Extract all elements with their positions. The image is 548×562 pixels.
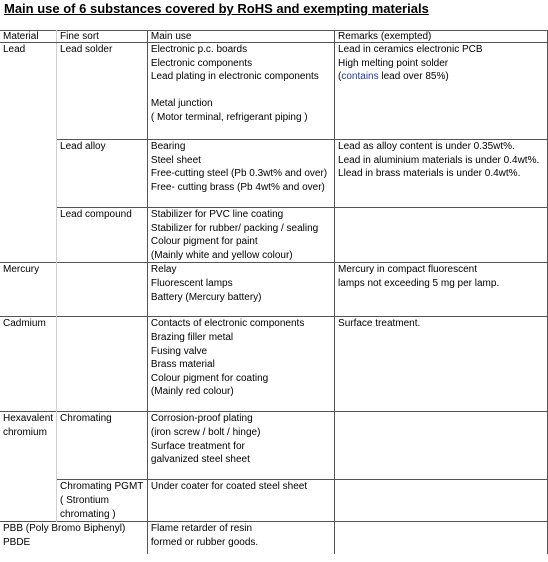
- table-row-mercury: [0, 263, 548, 317]
- fine-sort-chromating-close: chromating ): [60, 508, 116, 520]
- fine-sort-strontium: ( Strontium: [60, 494, 109, 506]
- remark-item: Mercury in compact fluorescent: [338, 264, 477, 276]
- remark-highlight: contains: [341, 71, 379, 83]
- main-use-item: Fluorescent lamps: [150, 277, 233, 289]
- main-use-item: ( Motor terminal, refrigerant piping ): [150, 111, 308, 123]
- main-use-item: Stabilizer for PVC line coating: [150, 209, 284, 220]
- remark-item-mixed: [338, 70, 544, 84]
- remark-tail: lead over 85%): [378, 71, 449, 83]
- main-use-item: Metal junction: [150, 98, 213, 110]
- remark-open-paren: (: [338, 71, 342, 83]
- main-use-item: Electronic p.c. boards: [150, 44, 248, 55]
- table-row-chromating: [0, 412, 548, 480]
- fine-sort-chromating-pgmt: Chromating PGMT: [60, 481, 144, 493]
- main-use-item: Bearing: [150, 141, 186, 152]
- main-use-item: Brazing filler metal: [150, 331, 234, 343]
- remark-item: Lead in ceramics electronic PCB: [338, 44, 483, 55]
- fine-sort-lead-alloy: Lead alloy: [60, 141, 106, 152]
- main-use-item: Stabilizer for rubber/ packing / sealing: [150, 222, 319, 234]
- rohs-table: [0, 30, 548, 554]
- material-hexavalent: Hexavalent: [3, 413, 54, 425]
- main-use-item: Colour pigment for paint: [150, 236, 258, 248]
- fine-sort-chromating: Chromating: [60, 413, 112, 425]
- main-use-item: Under coater for coated steel sheet: [150, 481, 308, 493]
- table-row-pbb: [0, 522, 548, 554]
- material-lead: Lead: [3, 44, 26, 55]
- header-main-use: Main use: [147, 31, 334, 43]
- main-use-item: Surface treatment for: [150, 440, 245, 452]
- main-use-item: (Mainly red colour): [150, 386, 234, 398]
- material-pbb: PBB (Poly Bromo Biphenyl): [3, 523, 126, 535]
- table-row-cadmium: [0, 317, 548, 412]
- remark-item: Llead in brass materials is under 0.4wt%.: [338, 168, 521, 180]
- remark-item: Lead as alloy content is under 0.35wt%.: [338, 141, 515, 152]
- header-material: Material: [0, 31, 57, 43]
- main-use-item: Fusing valve: [150, 345, 208, 357]
- table-row-chromating-pgmt: [0, 480, 548, 522]
- main-use-item: Lead plating in electronic components: [150, 71, 319, 83]
- remark-item: Lead in aluminium materials is under 0.4wt%.: [338, 154, 540, 166]
- main-use-item: (Mainly white and yellow colour): [150, 249, 293, 261]
- main-use-item: Contacts of electronic components: [150, 318, 305, 330]
- main-use-item: Relay: [150, 264, 177, 276]
- remark-item: lamps not exceeding 5 mg per lamp.: [338, 277, 500, 289]
- main-use-item: Corrosion-proof plating: [150, 413, 253, 425]
- remark-item: Surface treatment.: [338, 318, 421, 330]
- main-use-item: Flame retarder of resin: [150, 523, 253, 535]
- material-mercury: Mercury: [3, 264, 40, 276]
- header-remarks: Remarks (exempted): [335, 31, 548, 43]
- main-use-item: galvanized steel sheet: [150, 454, 250, 466]
- table-row-lead-alloy: [0, 140, 548, 208]
- material-chromium: chromium: [3, 426, 47, 438]
- main-use-item: Battery (Mercury battery): [150, 291, 262, 303]
- table-row-lead-compound: [0, 208, 548, 263]
- main-use-item: Electronic components: [150, 57, 253, 69]
- table-row-lead-solder: [0, 43, 548, 140]
- main-use-item: Free-cutting steel (Pb 0.3wt% and over): [150, 168, 328, 180]
- main-use-item: Steel sheet: [150, 154, 201, 166]
- main-use-item: (iron screw / bolt / hinge): [150, 426, 261, 438]
- main-use-item: Colour pigment for coating: [150, 372, 269, 384]
- fine-sort-lead-solder: Lead solder: [60, 44, 113, 55]
- main-use-item: [151, 84, 331, 98]
- header-fine-sort: Fine sort: [57, 31, 148, 43]
- main-use-item: Free- cutting brass (Pb 4wt% and over): [150, 181, 325, 193]
- header-row: [0, 31, 548, 43]
- material-cadmium: Cadmium: [3, 318, 46, 330]
- remark-item: High melting point solder: [338, 57, 449, 69]
- main-use-item: Brass material: [150, 359, 215, 371]
- page-title: Main use of 6 substances covered by RoHS and exempting materials: [4, 1, 429, 16]
- main-use-item: formed or rubber goods.: [150, 536, 259, 548]
- material-pbde: PBDE: [3, 536, 31, 548]
- fine-sort-lead-compound: Lead compound: [60, 209, 132, 220]
